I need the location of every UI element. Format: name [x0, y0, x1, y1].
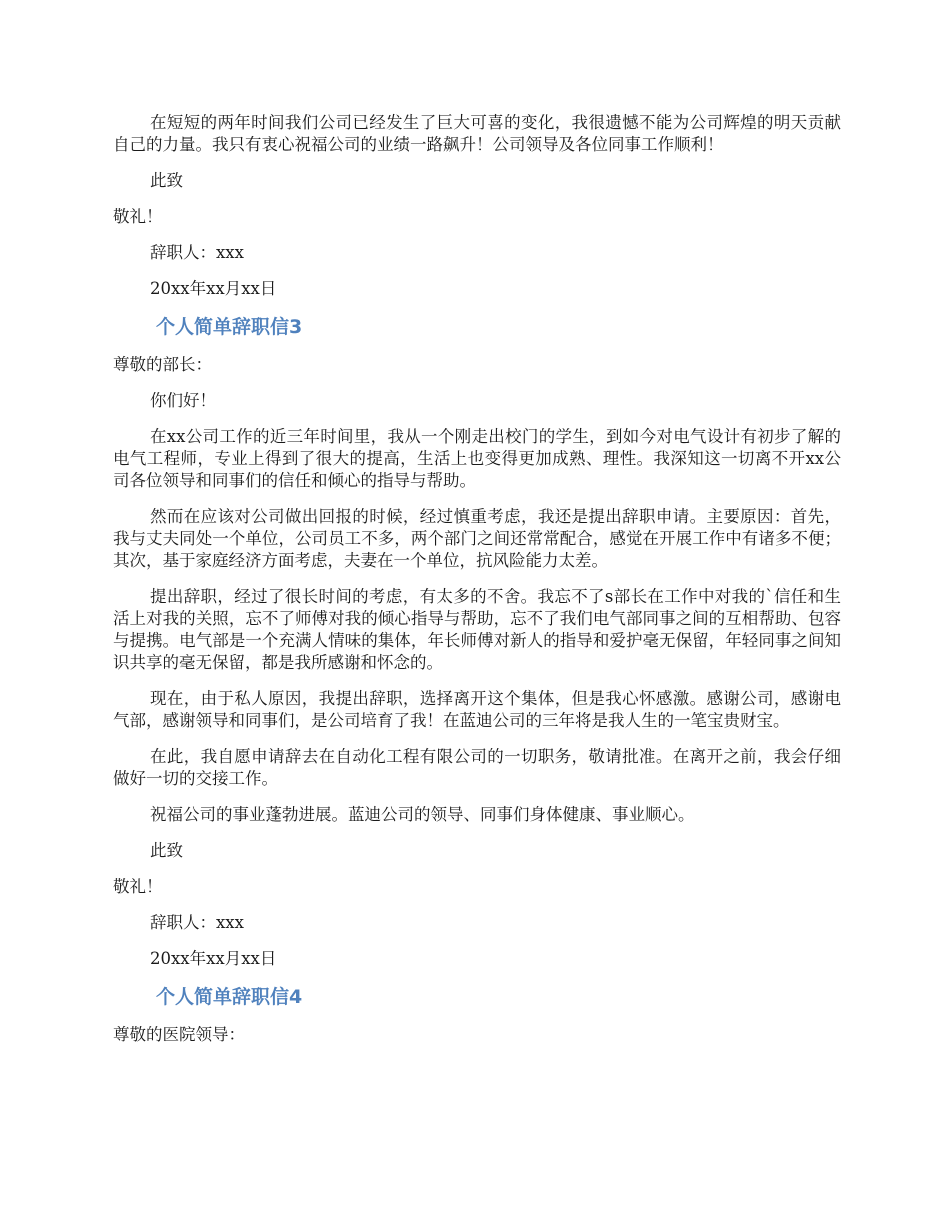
regards-line: 敬礼！ [113, 877, 163, 896]
date-line: 20xx年xx月xx日 [150, 279, 277, 298]
paragraph: 提出辞职，经过了很长时间的考虑，有太多的不舍。我忘不了s部长在工作中对我的`信任和生活上对我的关照，忘不了师傅对我的倾心指导与帮助，忘不了我们电气部同事之间的互相帮助、包容与提携。电气部是一个充满人情味的集体，年长师傅对新人的指导和爱护毫无保留，年轻同事之间知识共享的毫无保留，都是我所感谢和怀念的。 [113, 587, 841, 672]
regards-line: 敬礼！ [113, 207, 163, 226]
paragraph: 在短短的两年时间我们公司已经发生了巨大可喜的变化，我很遗憾不能为公司辉煌的明天贡献自己的力量。我只有衷心祝福公司的业绩一路飙升！公司领导及各位同事工作顺利！ [113, 113, 841, 154]
greeting: 你们好！ [150, 391, 216, 410]
signer-line: 辞职人：xxx [150, 913, 244, 932]
paragraph: 在xx公司工作的近三年时间里，我从一个刚走出校门的学生，到如今对电气设计有初步了解的电气工程师，专业上得到了很大的提高，生活上也变得更加成熟、理性。我深知这一切离不开xx公司各位领导和同事们的信任和倾心的指导与帮助。 [113, 427, 841, 490]
paragraph: 祝福公司的事业蓬勃进展。蓝迪公司的领导、同事们身体健康、事业顺心。 [150, 805, 695, 824]
closing-line: 此致 [150, 171, 183, 190]
paragraph: 现在，由于私人原因，我提出辞职，选择离开这个集体，但是我心怀感激。感谢公司，感谢电气部，感谢领导和同事们，是公司培育了我！在蓝迪公司的三年将是我人生的一笔宝贵财宝。 [113, 689, 841, 730]
document-page [113, 112, 841, 1060]
signer-line: 辞职人：xxx [150, 243, 244, 262]
salutation: 尊敬的医院领导： [113, 1025, 245, 1044]
section-heading-4: 个人简单辞职信4 [156, 986, 303, 1008]
closing-line: 此致 [150, 841, 183, 860]
section-heading-3: 个人简单辞职信3 [156, 316, 303, 338]
paragraph: 在此，我自愿申请辞去在自动化工程有限公司的一切职务，敬请批准。在离开之前，我会仔细做好一切的交接工作。 [113, 747, 841, 788]
salutation: 尊敬的部长： [113, 355, 212, 374]
date-line: 20xx年xx月xx日 [150, 949, 277, 968]
paragraph: 然而在应该对公司做出回报的时候，经过慎重考虑，我还是提出辞职申请。主要原因：首先，我与丈夫同处一个单位，公司员工不多，两个部门之间还常常配合，感觉在开展工作中有诸多不便；其次，基于家庭经济方面考虑，夫妻在一个单位，抗风险能力太差。 [113, 507, 841, 570]
